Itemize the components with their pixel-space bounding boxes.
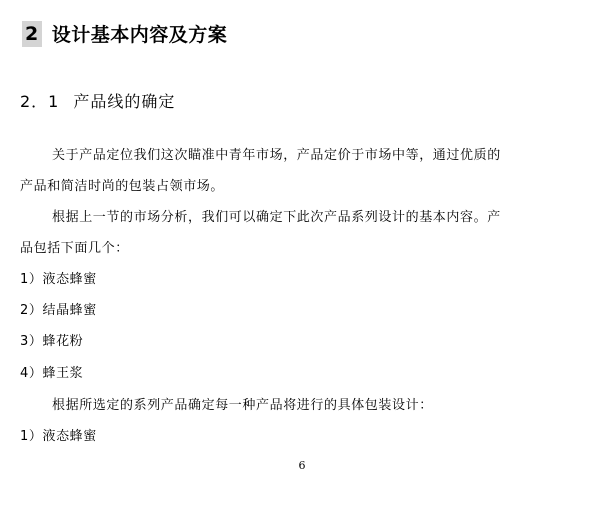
paragraph-2-line-1: 根据上一节的市场分析，我们可以确定下此次产品系列设计的基本内容。产: [52, 210, 501, 225]
section-heading: [22, 20, 227, 47]
section-number: 2: [22, 21, 42, 47]
subsection-number: 2．1: [20, 92, 60, 111]
subsection-heading: [20, 89, 175, 112]
page-number: 6: [298, 459, 306, 472]
list-item: 1）液态蜂蜜: [20, 272, 97, 287]
section-title: 设计基本内容及方案: [51, 24, 228, 46]
list-item: 4）蜂王浆: [20, 366, 84, 381]
paragraph-1-line-2: 产品和简洁时尚的包装占领市场。: [20, 179, 225, 194]
subsection-title: 产品线的确定: [73, 92, 176, 111]
list-item: 2）结晶蜂蜜: [20, 303, 97, 318]
paragraph-3: 根据所选定的系列产品确定每一种产品将进行的具体包装设计：: [52, 398, 433, 413]
list-item: 1）液态蜂蜜: [20, 429, 97, 444]
paragraph-2-line-2: 品包括下面几个：: [20, 241, 129, 256]
paragraph-1-line-1: 关于产品定位我们这次瞄准中青年市场，产品定价于市场中等，通过优质的: [52, 148, 501, 163]
list-item: 3）蜂花粉: [20, 334, 84, 349]
